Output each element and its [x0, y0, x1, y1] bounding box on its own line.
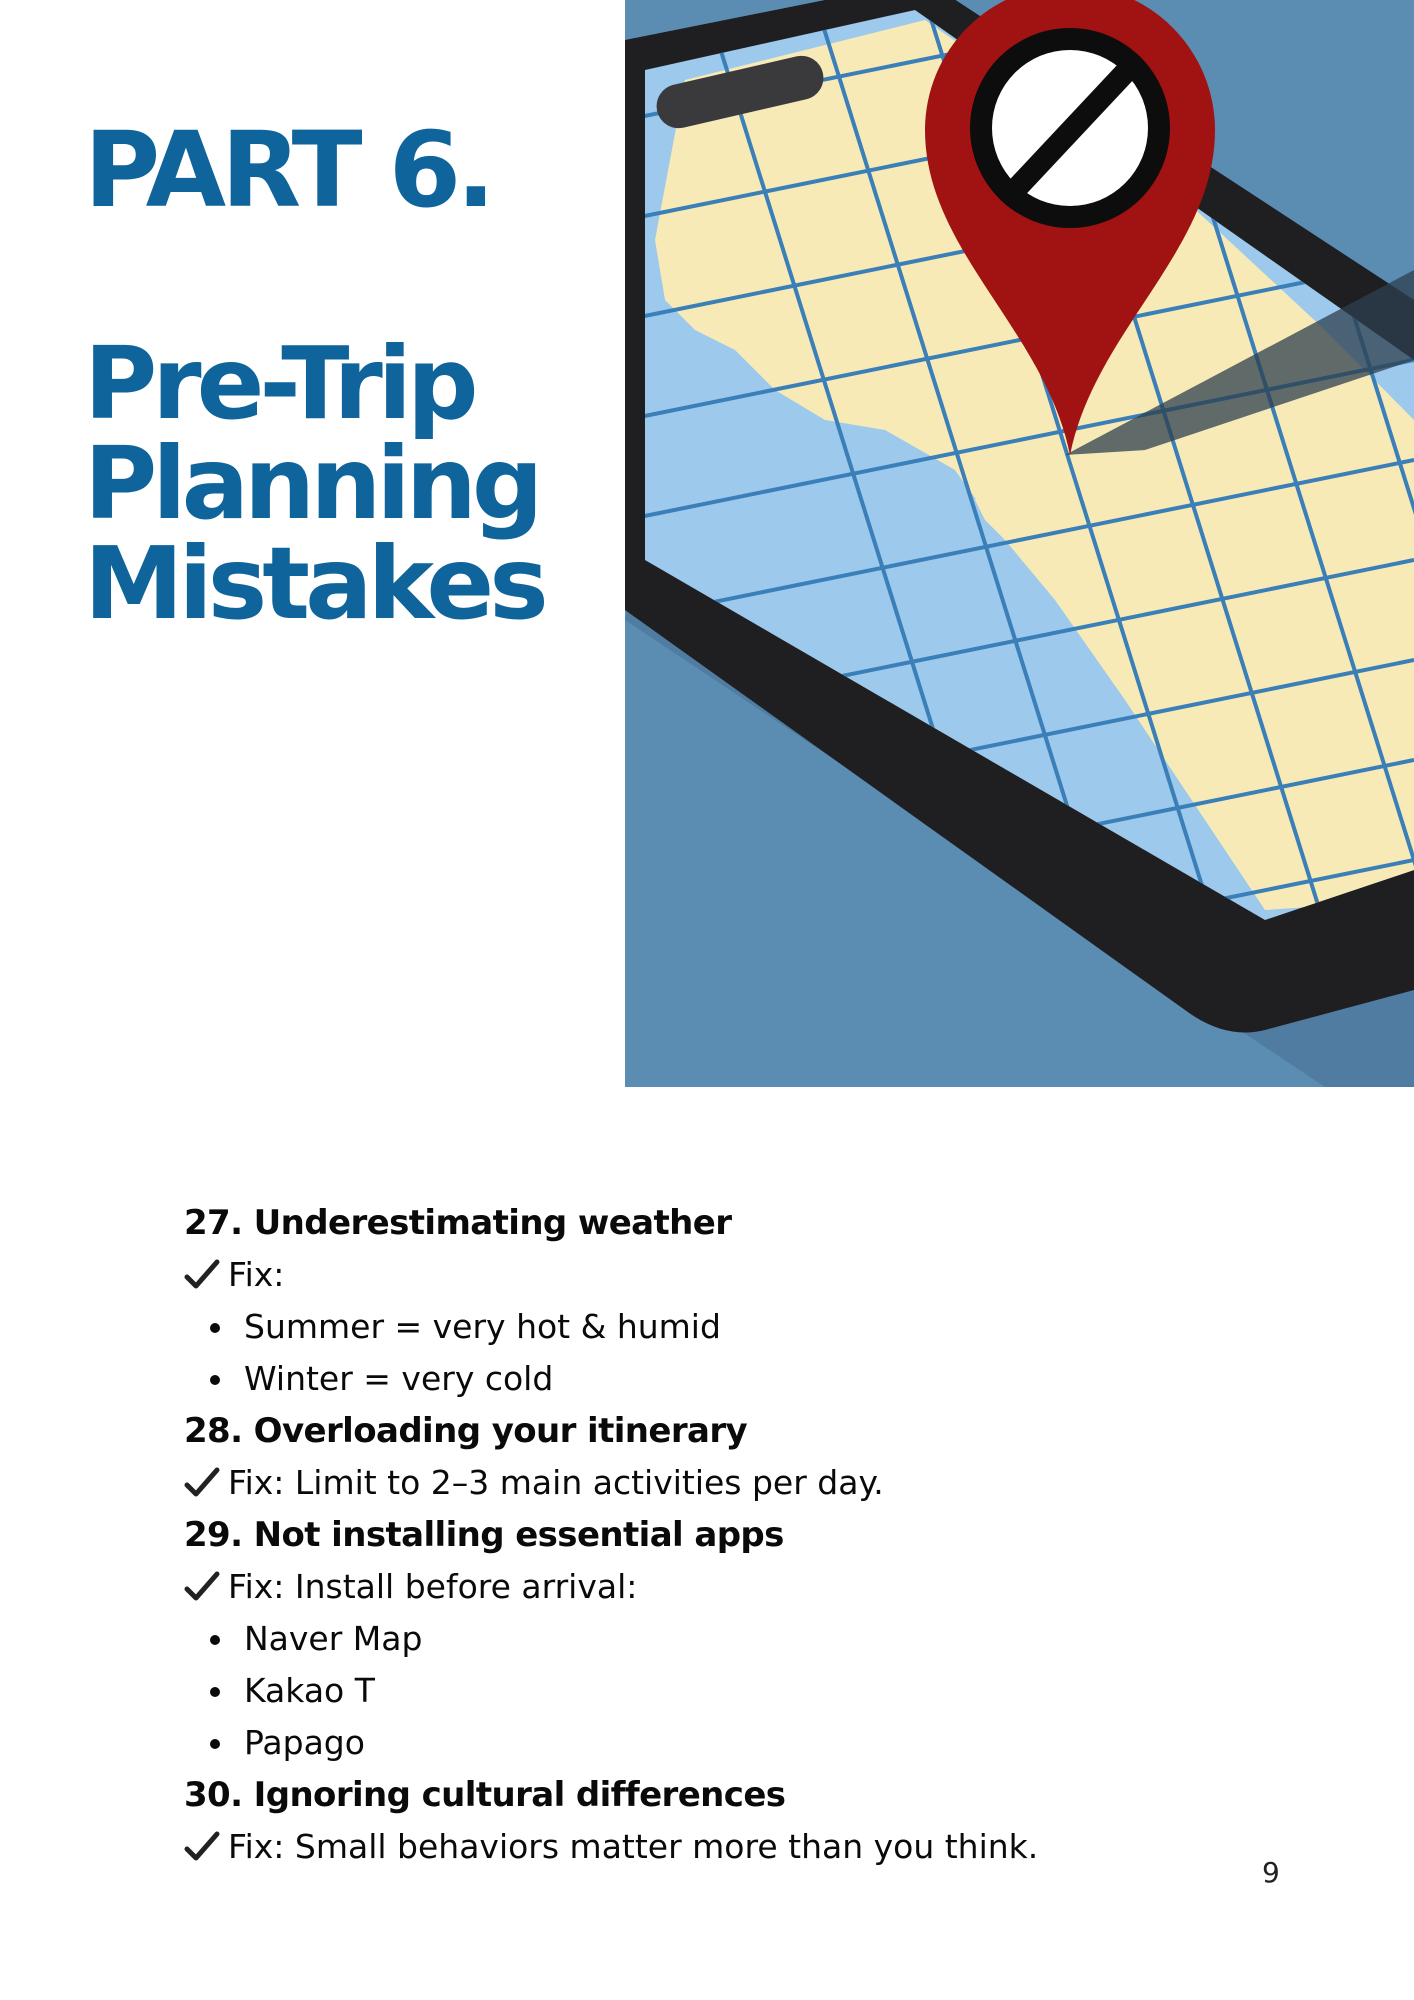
section-title-line-1: Pre-Trip — [84, 325, 474, 442]
fix-line-29 — [184, 1561, 1284, 1613]
page-number: 9 — [1262, 1856, 1280, 1889]
fix-line-27 — [184, 1249, 1284, 1301]
fix-line-30 — [184, 1821, 1284, 1873]
bullet-dot — [210, 1323, 220, 1333]
bullet-list-29 — [184, 1613, 1284, 1769]
bullet-dot — [210, 1687, 220, 1697]
item-heading-29: 29. Not installing essential apps — [184, 1515, 784, 1555]
checkmark-icon — [184, 1561, 220, 1613]
fix-text-29: Fix: Install before arrival: — [228, 1567, 638, 1606]
bullet-dot — [210, 1635, 220, 1645]
list-item: Papago — [184, 1717, 1284, 1769]
fix-text-30: Fix: Small behaviors matter more than you think. — [228, 1827, 1039, 1866]
bullet-dot — [210, 1739, 220, 1749]
checkmark-icon — [184, 1821, 220, 1873]
bullet-dot — [210, 1375, 220, 1385]
list-item: Winter = very cold — [184, 1353, 1284, 1405]
fix-line-28 — [184, 1457, 1284, 1509]
section-title-line-2: Planning — [84, 425, 539, 542]
fix-text-27: Fix: — [228, 1255, 285, 1294]
section-title-line-3: Mistakes — [84, 525, 544, 642]
checkmark-icon — [184, 1457, 220, 1509]
section-title — [84, 325, 544, 642]
part-label: PART 6. — [84, 109, 491, 231]
mistakes-list — [184, 1197, 1284, 1873]
list-item: Naver Map — [184, 1613, 1284, 1665]
list-item: Summer = very hot & humid — [184, 1301, 1284, 1353]
item-heading-30: 30. Ignoring cultural differences — [184, 1775, 786, 1815]
checkmark-icon — [184, 1249, 220, 1301]
fix-text-28: Fix: Limit to 2–3 main activities per day. — [228, 1463, 884, 1502]
bullet-list-27 — [184, 1301, 1284, 1405]
item-heading-27: 27. Underestimating weather — [184, 1203, 732, 1243]
list-item: Kakao T — [184, 1665, 1284, 1717]
item-heading-28: 28. Overloading your itinerary — [184, 1411, 748, 1451]
hero-illustration — [625, 0, 1414, 1087]
